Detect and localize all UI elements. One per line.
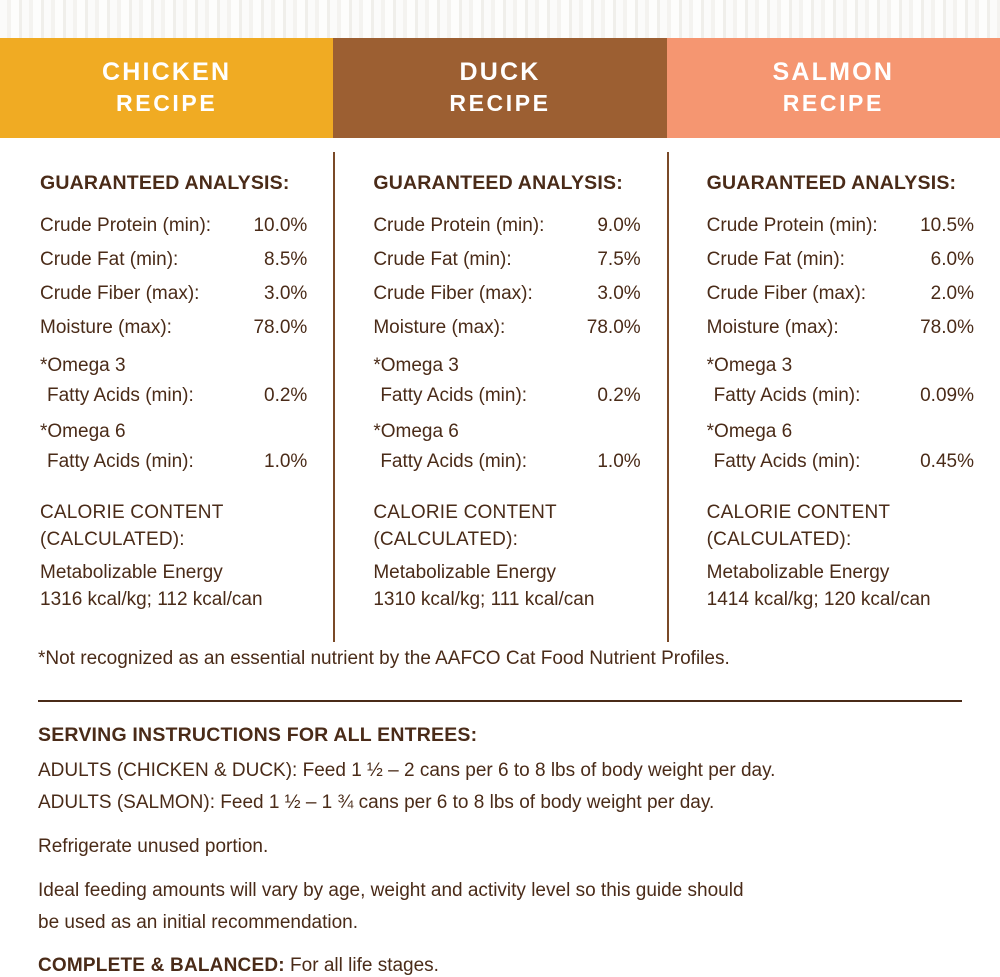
label-omega6-fatty-acids: Fatty Acids (min):	[380, 451, 528, 472]
value-moisture-salmon: 78.0%	[920, 317, 974, 338]
row-moisture-salmon	[707, 311, 974, 345]
analysis-title-chicken: GUARANTEED ANALYSIS:	[40, 172, 290, 194]
header-chicken	[0, 38, 333, 138]
value-crude-fat-salmon: 6.0%	[930, 249, 974, 270]
value-crude-protein-salmon: 10.5%	[920, 215, 974, 236]
label-omega3-fatty-acids: Fatty Acids (min):	[47, 385, 194, 406]
recipe-header-bar	[0, 38, 1000, 138]
row-crude-protein-salmon	[707, 209, 974, 243]
complete-value: For all life stages.	[284, 955, 439, 976]
energy-value-salmon: 1414 kcal/kg; 120 kcal/can	[706, 589, 931, 610]
energy-value-duck: 1310 kcal/kg; 111 kcal/can	[373, 589, 595, 610]
row-omega3-chicken	[40, 351, 307, 411]
label-moisture: Moisture (max):	[373, 317, 506, 338]
metabolizable-label-duck: Metabolizable Energy	[373, 562, 557, 583]
row-crude-fat-chicken	[40, 243, 307, 277]
row-crude-fat-duck	[373, 243, 640, 277]
complete-and-balanced	[38, 955, 968, 977]
row-moisture-chicken	[40, 311, 307, 345]
header-duck-line2: RECIPE	[449, 90, 551, 116]
row-omega3-salmon	[707, 351, 974, 411]
value-omega3-chicken: 0.2%	[264, 385, 308, 406]
header-salmon-line2: RECIPE	[782, 90, 884, 116]
calorie-title-line1: CALORIE CONTENT	[40, 502, 224, 523]
header-duck	[333, 38, 666, 138]
label-crude-fat: Crude Fat (min):	[40, 249, 179, 270]
value-crude-fat-chicken: 8.5%	[264, 249, 308, 270]
section-divider	[38, 700, 962, 702]
label-omega6: *Omega 6	[40, 421, 126, 442]
top-decorative-strip	[0, 0, 1000, 38]
calorie-block-chicken	[40, 499, 307, 613]
label-crude-fat: Crude Fat (min):	[706, 249, 845, 270]
calorie-title-line2: (CALCULATED):	[40, 529, 185, 550]
label-omega3-fatty-acids: Fatty Acids (min):	[380, 385, 528, 406]
value-omega3-duck: 0.2%	[597, 385, 641, 406]
label-crude-protein: Crude Protein (min):	[706, 215, 878, 236]
value-omega6-duck: 1.0%	[597, 451, 641, 472]
label-crude-fiber: Crude Fiber (max):	[373, 283, 533, 304]
label-moisture: Moisture (max):	[706, 317, 839, 338]
label-omega3: *Omega 3	[40, 355, 126, 376]
label-omega3: *Omega 3	[706, 355, 793, 376]
label-crude-fat: Crude Fat (min):	[373, 249, 512, 270]
row-omega6-duck	[373, 417, 640, 477]
label-omega6-fatty-acids: Fatty Acids (min):	[47, 451, 194, 472]
label-crude-fiber: Crude Fiber (max):	[40, 283, 200, 304]
row-omega6-chicken	[40, 417, 307, 477]
metabolizable-label-chicken: Metabolizable Energy	[40, 562, 223, 583]
label-crude-fiber: Crude Fiber (max):	[706, 283, 867, 304]
value-crude-protein-duck: 9.0%	[597, 215, 641, 236]
label-omega3-fatty-acids: Fatty Acids (min):	[713, 385, 861, 406]
analysis-title-salmon: GUARANTEED ANALYSIS:	[706, 172, 957, 194]
serving-instructions	[38, 724, 968, 977]
row-crude-fat-salmon	[707, 243, 974, 277]
analysis-column-duck	[333, 138, 666, 613]
value-crude-fiber-duck: 3.0%	[597, 283, 641, 304]
value-moisture-chicken: 78.0%	[253, 317, 308, 338]
row-moisture-duck	[373, 311, 640, 345]
serving-line-adults-salmon: ADULTS (SALMON): Feed 1 ½ – 1 ¾ cans per 6 to 8 lbs of body weight per day.	[38, 792, 715, 813]
value-omega6-chicken: 1.0%	[264, 451, 308, 472]
label-moisture: Moisture (max):	[40, 317, 172, 338]
label-omega3: *Omega 3	[373, 355, 459, 376]
serving-line-adults-chicken-duck: ADULTS (CHICKEN & DUCK): Feed 1 ½ – 2 cans per 6 to 8 lbs of body weight per day.	[38, 760, 776, 781]
calorie-block-duck	[373, 499, 640, 613]
label-omega6: *Omega 6	[373, 421, 459, 442]
calorie-block-salmon	[707, 499, 974, 613]
value-crude-protein-chicken: 10.0%	[253, 215, 308, 236]
footnote-aafco: *Not recognized as an essential nutrient by the AAFCO Cat Food Nutrient Profiles.	[38, 648, 730, 669]
value-crude-fat-duck: 7.5%	[597, 249, 641, 270]
header-chicken-line1: CHICKEN	[102, 58, 232, 86]
calorie-title-line1: CALORIE CONTENT	[373, 502, 557, 523]
value-omega6-salmon: 0.45%	[920, 451, 974, 472]
calorie-title-line2: (CALCULATED):	[706, 529, 852, 550]
analysis-column-salmon	[667, 138, 1000, 613]
row-crude-fiber-duck	[373, 277, 640, 311]
label-crude-protein: Crude Protein (min):	[373, 215, 545, 236]
header-salmon-line1: SALMON	[772, 58, 895, 86]
value-moisture-duck: 78.0%	[586, 317, 641, 338]
row-omega6-salmon	[707, 417, 974, 477]
serving-title: SERVING INSTRUCTIONS FOR ALL ENTREES:	[38, 724, 478, 746]
calorie-title-line2: (CALCULATED):	[373, 529, 519, 550]
row-omega3-duck	[373, 351, 640, 411]
header-chicken-line2: RECIPE	[116, 90, 218, 116]
analysis-columns	[0, 138, 1000, 613]
header-duck-line1: DUCK	[459, 58, 541, 86]
calorie-title-line1: CALORIE CONTENT	[706, 502, 891, 523]
serving-line-guidance-1: Ideal feeding amounts will vary by age, weight and activity level so this guide should	[38, 880, 744, 901]
row-crude-fiber-salmon	[707, 277, 974, 311]
value-omega3-salmon: 0.09%	[920, 385, 974, 406]
row-crude-protein-chicken	[40, 209, 307, 243]
serving-line-guidance-2: be used as an initial recommendation.	[38, 912, 359, 933]
row-crude-fiber-chicken	[40, 277, 307, 311]
label-crude-protein: Crude Protein (min):	[40, 215, 212, 236]
serving-line-refrigerate: Refrigerate unused portion.	[38, 836, 269, 857]
value-crude-fiber-chicken: 3.0%	[264, 283, 308, 304]
label-omega6: *Omega 6	[706, 421, 793, 442]
analysis-title-duck: GUARANTEED ANALYSIS:	[373, 172, 623, 194]
complete-label: COMPLETE & BALANCED:	[38, 955, 285, 976]
metabolizable-label-salmon: Metabolizable Energy	[706, 562, 890, 583]
analysis-column-chicken	[0, 138, 333, 613]
row-crude-protein-duck	[373, 209, 640, 243]
label-omega6-fatty-acids: Fatty Acids (min):	[713, 451, 861, 472]
header-salmon	[667, 38, 1000, 138]
value-crude-fiber-salmon: 2.0%	[930, 283, 974, 304]
energy-value-chicken: 1316 kcal/kg; 112 kcal/can	[40, 589, 263, 610]
